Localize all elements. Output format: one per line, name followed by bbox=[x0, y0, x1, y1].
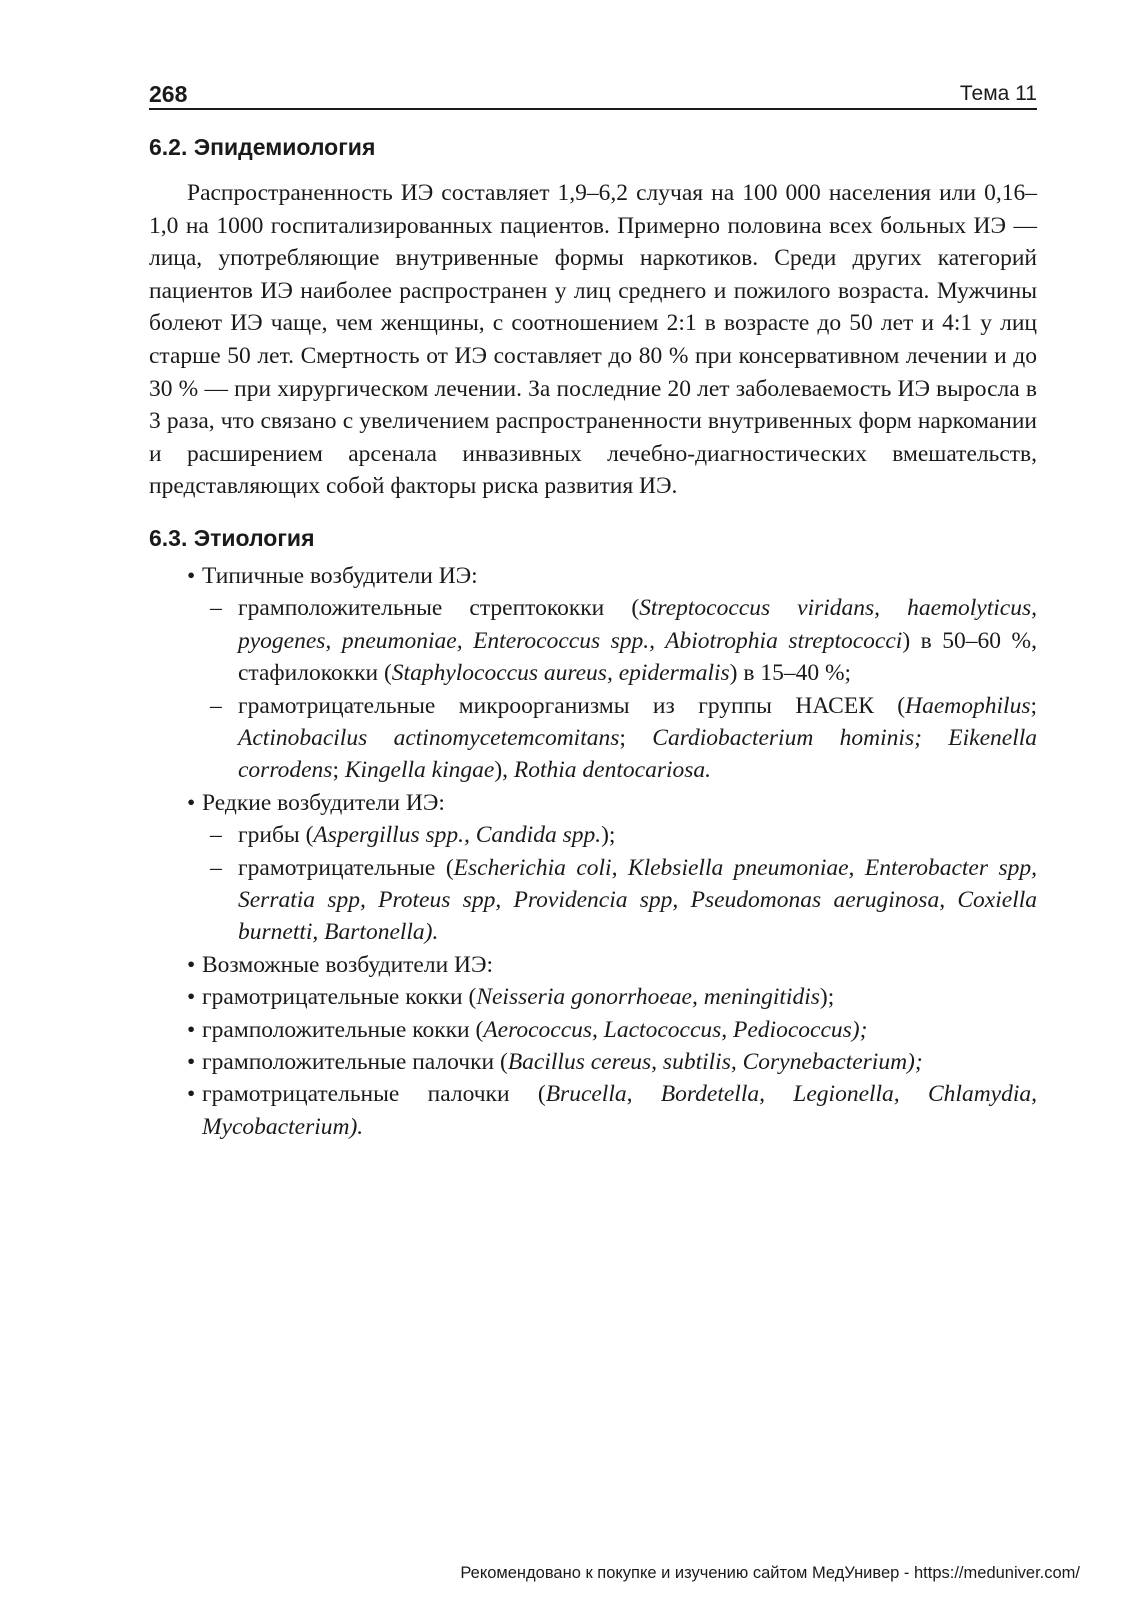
text-run: ); bbox=[819, 984, 835, 1011]
text-run: ; bbox=[619, 724, 653, 751]
species-names: Kingella kingae bbox=[344, 757, 495, 784]
list-item-gram-negative-rods bbox=[149, 1078, 1037, 1143]
text-run: грамотрицательные микроорганизмы из группы НАСЕК ( bbox=[238, 692, 906, 719]
dash-marker: – bbox=[210, 854, 222, 881]
text-run: ) в 50–60 %, стафилококки ( bbox=[238, 627, 1038, 687]
page-number: 268 bbox=[149, 81, 188, 107]
bullet-icon: • bbox=[187, 562, 196, 589]
dash-marker: – bbox=[210, 692, 222, 719]
running-header bbox=[149, 72, 1037, 110]
species-names: Cardiobacterium hominis; Eikenella corrodens bbox=[238, 724, 1038, 784]
species-names: Actinobacilus actinomycetemcomitans bbox=[238, 724, 620, 751]
bullet-icon: • bbox=[187, 1016, 196, 1043]
species-names: Staphylococcus aureus, epidermalis bbox=[391, 660, 730, 687]
species-names: Brucella, Bordetella, Legionella, Chlamydia, Mycobacterium). bbox=[202, 1081, 1037, 1140]
text-run: грамположительные стрептококки ( bbox=[238, 595, 640, 622]
sub-item-hacek bbox=[149, 690, 1037, 787]
species-names: Haemophilus bbox=[905, 692, 1031, 719]
bullet-icon: • bbox=[187, 789, 196, 816]
etiology-list bbox=[149, 560, 1037, 1143]
sub-item-gram-positive bbox=[149, 592, 1037, 689]
bullet-icon: • bbox=[187, 1081, 196, 1108]
page bbox=[149, 72, 1037, 1143]
section-title-etiology: 6.3. Этиология bbox=[149, 524, 315, 551]
species-names: Bacillus cereus, subtilis, Corynebacterium); bbox=[507, 1049, 923, 1076]
text-run: грамположительные палочки ( bbox=[202, 1049, 508, 1076]
text-run: ; bbox=[332, 757, 345, 784]
text-run: ), bbox=[494, 757, 514, 784]
list-item-gram-positive-rods bbox=[149, 1046, 1037, 1078]
text-run: ); bbox=[601, 822, 616, 849]
text-run: грамотрицательные палочки ( bbox=[202, 1081, 546, 1108]
footer-note: Рекомендовано к покупке и изучению сайтом МедУнивер - https://meduniver.com/ bbox=[460, 1564, 1080, 1582]
possible-label: Возможные возбудители ИЭ: bbox=[202, 951, 494, 978]
typical-label: Типичные возбудители ИЭ: bbox=[202, 562, 478, 589]
list-item-typical bbox=[149, 560, 1037, 592]
dash-marker: – bbox=[210, 822, 222, 849]
text-run: грамположительные кокки ( bbox=[202, 1016, 484, 1043]
rare-label: Редкие возбудители ИЭ: bbox=[202, 789, 445, 816]
species-names: Neisseria gonorrhoeae, meningitidis bbox=[476, 984, 820, 1011]
species-names: Escherichia coli, Klebsiella pneumoniae, Enterobacter spp, Serratia spp, Proteus spp, Providencia spp, Pseudomonas aeruginosa, Coxiella burnetti, Bartonella). bbox=[238, 854, 1037, 946]
species-names: Streptococcus viridans, haemolyticus, pyogenes, pneumoniae, Enterococcus spp., Abiotrophia streptococci bbox=[238, 595, 1037, 654]
text-run: ; bbox=[1030, 692, 1037, 719]
text-run: грамотрицательные кокки ( bbox=[202, 984, 477, 1011]
text-run: грибы ( bbox=[238, 822, 314, 849]
sub-item-rare-gram-negative bbox=[149, 852, 1037, 949]
bullet-icon: • bbox=[187, 1049, 196, 1076]
species-names: Aspergillus spp., Candida spp. bbox=[313, 822, 602, 849]
dash-marker: – bbox=[210, 595, 222, 622]
text-run: ) в 15–40 %; bbox=[729, 660, 852, 687]
bullet-icon: • bbox=[187, 984, 196, 1011]
bullet-icon: • bbox=[187, 951, 196, 978]
section-title-epidemiology: 6.2. Эпидемиология bbox=[149, 134, 376, 160]
chapter-label: Тема 11 bbox=[959, 82, 1037, 105]
species-names: Rothia dentocariosa. bbox=[513, 757, 712, 784]
list-item-possible bbox=[149, 949, 1037, 981]
list-item-gram-negative-cocci bbox=[149, 981, 1037, 1013]
text-run: грамотрицательные ( bbox=[238, 854, 454, 881]
species-names: Aerococcus, Lactococcus, Pediococcus); bbox=[483, 1016, 868, 1043]
list-item-gram-positive-cocci bbox=[149, 1014, 1037, 1046]
sub-item-fungi bbox=[149, 819, 1037, 851]
list-item-rare bbox=[149, 787, 1037, 819]
epidemiology-paragraph: Распространенность ИЭ составляет 1,9–6,2 случая на 100 000 населения или 0,16–1,0 на 1000 госпитализированных пациентов. Примерно половина всех больных ИЭ — лица, употребляющие внутривенные формы наркотиков. Среди других категорий пациентов ИЭ наиболее распространен у лиц среднего и пожилого возраста. Мужчины болеют ИЭ чаще, чем женщины, с соотношением 2:1 в возрасте до 50 лет и 4:1 у лиц старше 50 лет. Смертность от ИЭ составляет до 80 % при консервативном лечении и до 30 % — при хирургическом лечении. За последние 20 лет заболеваемость ИЭ выросла в 3 раза, что связано с увеличением распространенности внутривенных форм наркомании и расширением арсенала инвазивных лечебно-диагностических вмешательств, представляющих собой факторы риска развития ИЭ. bbox=[149, 180, 1037, 500]
